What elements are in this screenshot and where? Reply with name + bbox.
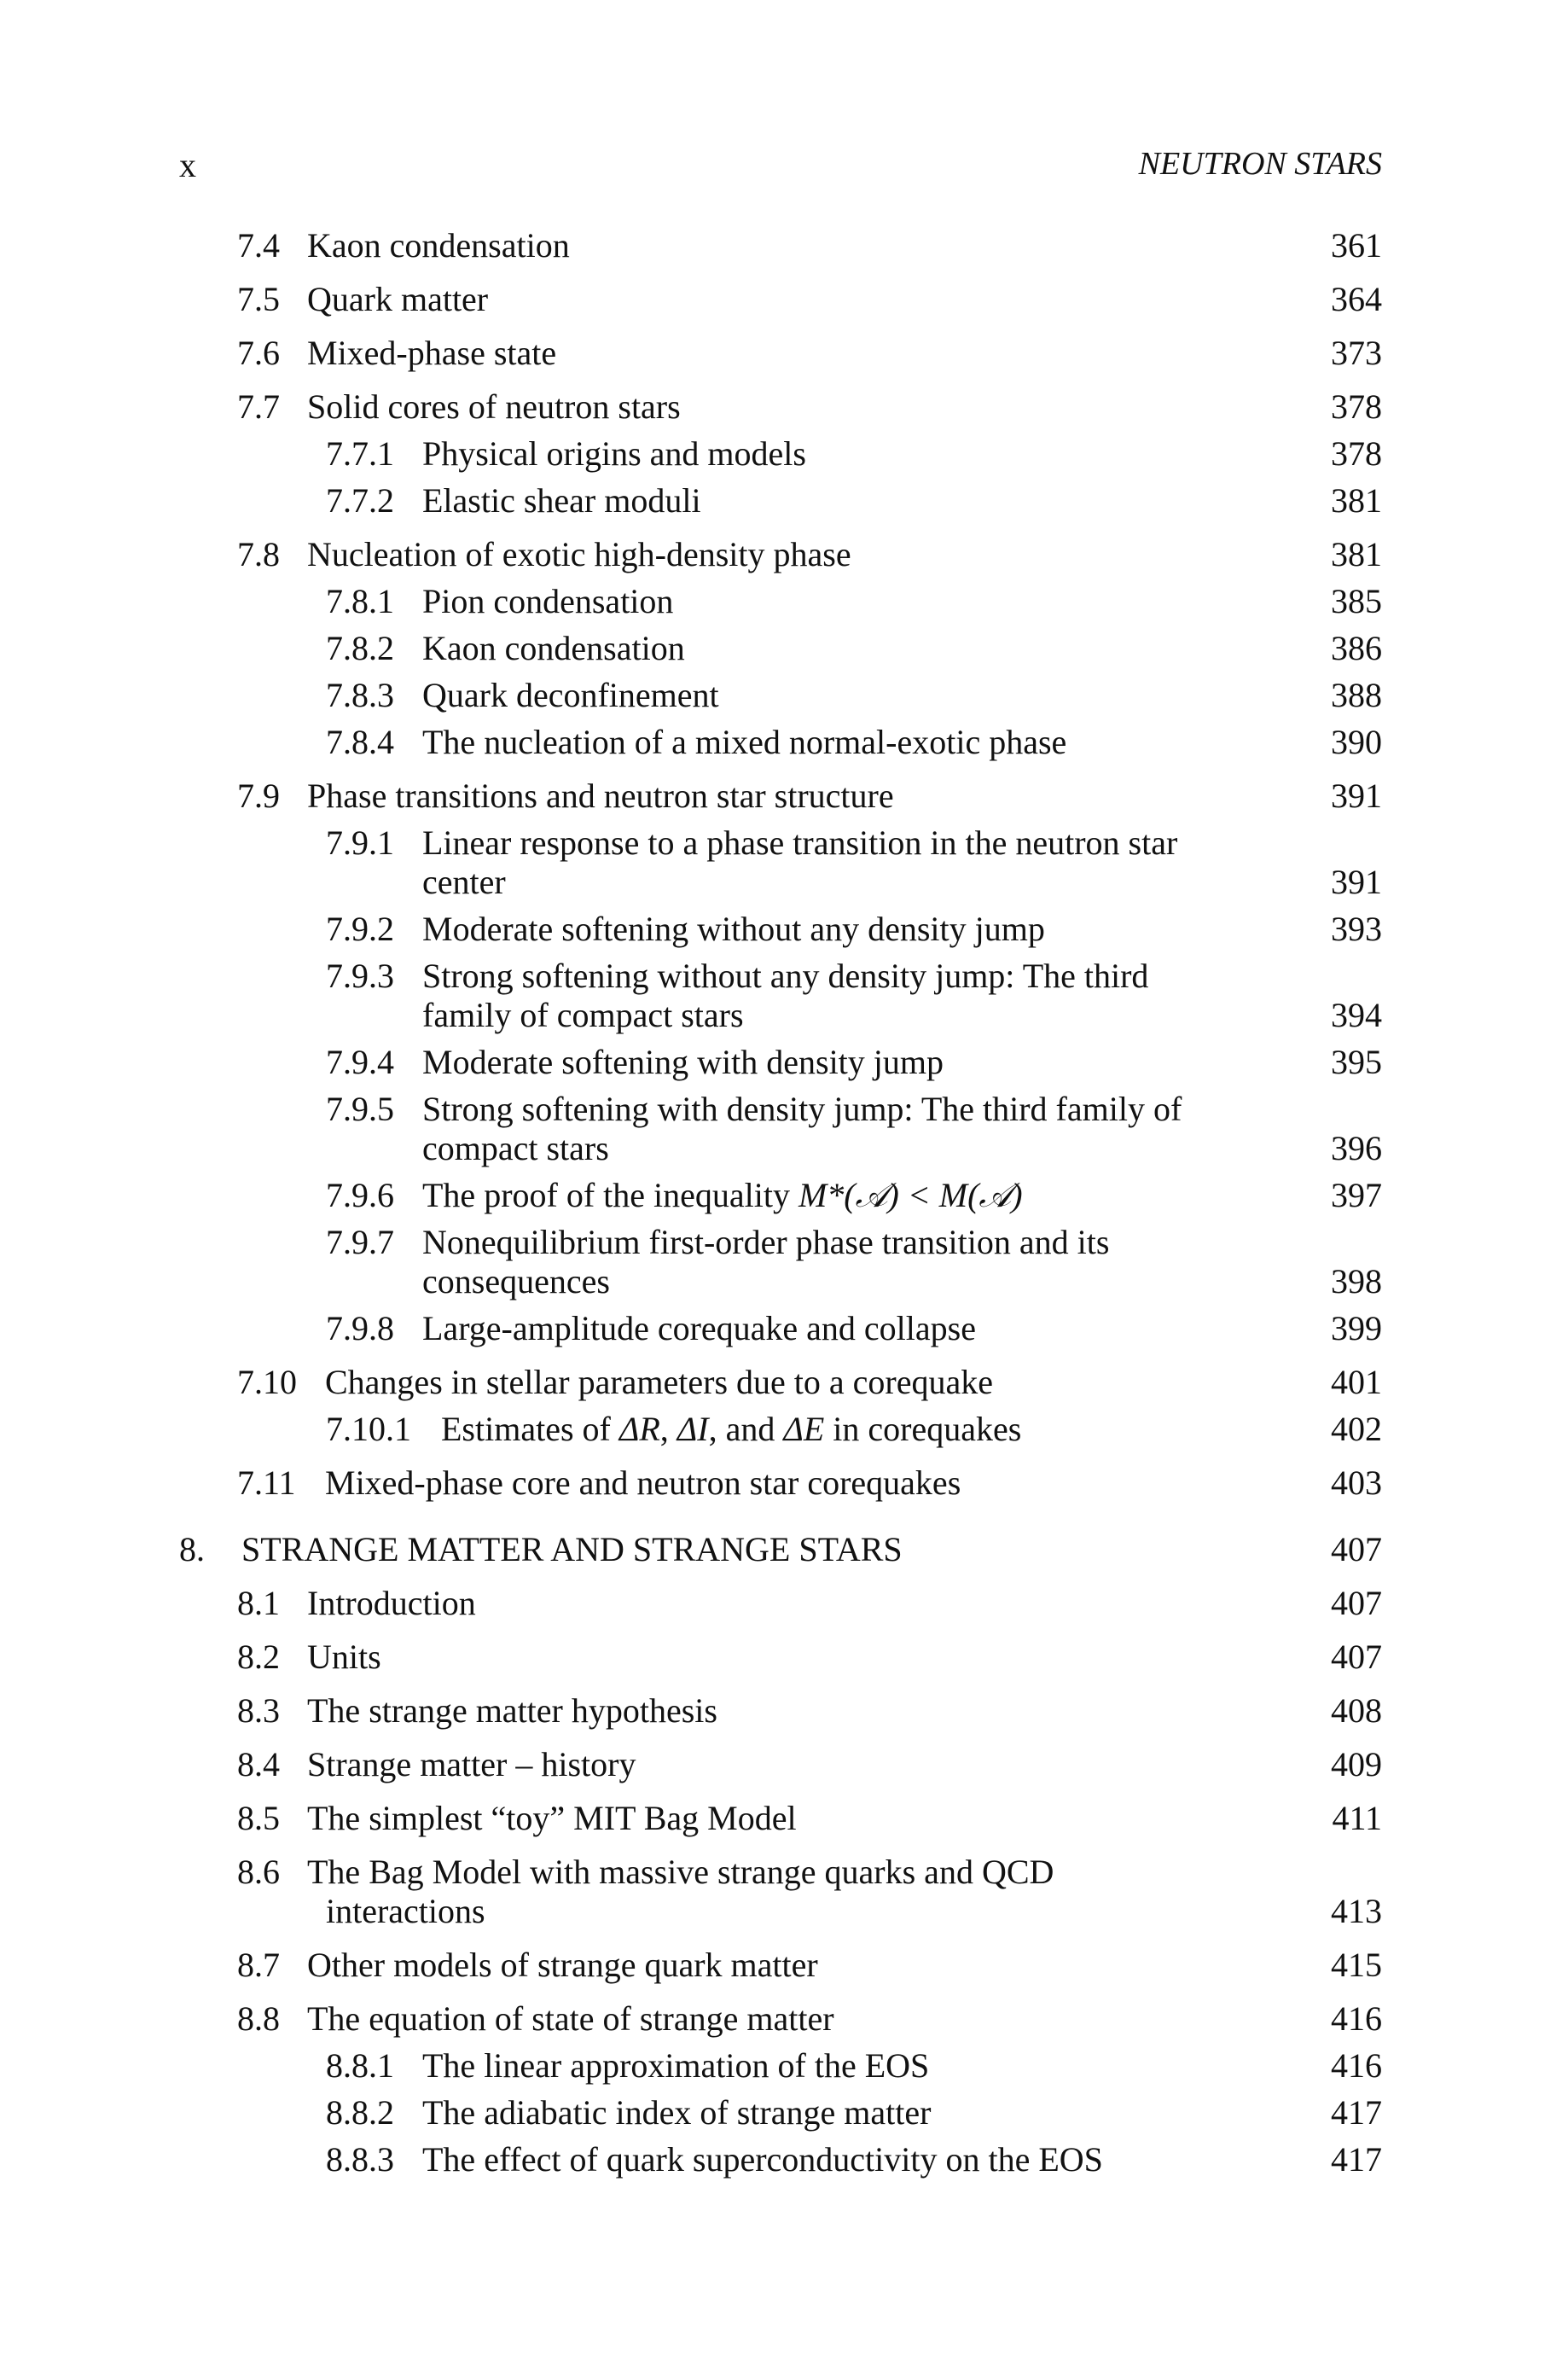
toc-title-separator: , and (708, 1410, 784, 1448)
toc-number: 7.10.1 (326, 1410, 411, 1448)
toc-title: Kaon condensation (307, 226, 570, 265)
toc-number: 7.8 (237, 535, 280, 573)
toc-title-text: in corequakes (824, 1410, 1022, 1448)
toc-title: Elastic shear moduli (422, 481, 701, 520)
toc-page: 408 (1331, 1691, 1382, 1730)
toc-title-line1: Linear response to a phase transition in the neutron star (422, 823, 1178, 862)
toc-chapter-title: STRANGE MATTER AND STRANGE STARS (241, 1530, 903, 1568)
toc-title: Introduction (307, 1584, 476, 1622)
toc-page: 386 (1331, 629, 1382, 667)
toc-number: 7.9.6 (326, 1176, 394, 1214)
toc-title: Changes in stellar parameters due to a corequake (325, 1363, 994, 1401)
toc-title: Phase transitions and neutron star structure (307, 777, 894, 815)
toc-title: The simplest “toy” MIT Bag Model (307, 1799, 797, 1837)
toc-number: 7.11 (237, 1463, 296, 1502)
toc-title-line1: Strong softening with density jump: The third family of (422, 1090, 1182, 1128)
toc-page: 391 (1331, 777, 1382, 815)
toc-title-text: The proof of the inequality (422, 1176, 790, 1214)
toc-title: The linear approximation of the EOS (422, 2046, 930, 2085)
toc-title: Strange matter – history (307, 1745, 636, 1783)
toc-number: 7.9.5 (326, 1090, 394, 1128)
toc-title: The nucleation of a mixed normal-exotic phase (422, 723, 1067, 761)
toc-number: 7.9 (237, 777, 280, 815)
toc-title-line1: The Bag Model with massive strange quarks and QCD (307, 1853, 1054, 1891)
toc-title-line1: Nonequilibrium first-order phase transition and its (422, 1223, 1110, 1261)
toc-number: 8. (179, 1530, 205, 1568)
toc-page: 361 (1331, 226, 1382, 265)
toc-page: 394 (1331, 996, 1382, 1034)
toc-title: Mixed-phase core and neutron star corequakes (325, 1463, 961, 1502)
toc-number: 8.6 (237, 1853, 280, 1891)
toc-title: Quark deconfinement (422, 676, 719, 714)
toc-title-line2: compact stars (422, 1129, 609, 1167)
toc-page: 395 (1331, 1043, 1382, 1081)
toc-page: 402 (1331, 1410, 1382, 1448)
toc-number: 8.2 (237, 1638, 280, 1676)
inequality-math: M*(𝒜) < M(𝒜) (798, 1176, 1023, 1214)
toc-title: The adiabatic index of strange matter (422, 2093, 932, 2132)
toc-title: Kaon condensation (422, 629, 685, 667)
toc-number: 7.10 (237, 1363, 297, 1401)
toc-title: Units (307, 1638, 381, 1676)
toc-title: Quark matter (307, 280, 489, 318)
toc-title-line1: Strong softening without any density jump: The third (422, 957, 1149, 995)
toc-page: 381 (1331, 481, 1382, 520)
toc-number: 7.9.1 (326, 823, 394, 862)
toc-page: 407 (1331, 1584, 1382, 1622)
toc-title: Moderate softening with density jump (422, 1043, 944, 1081)
page-number: x (179, 146, 196, 184)
toc-number: 8.8.3 (326, 2140, 394, 2179)
toc-title: The strange matter hypothesis (307, 1691, 717, 1730)
toc-page: 393 (1331, 910, 1382, 948)
toc-page: 403 (1331, 1463, 1382, 1502)
toc-number: 8.8.2 (326, 2093, 394, 2132)
toc-title: Pion condensation (422, 582, 674, 620)
toc-number: 8.5 (237, 1799, 280, 1837)
toc-title-text: Estimates of (441, 1410, 611, 1448)
toc-page: 413 (1331, 1892, 1382, 1930)
toc-page: 398 (1331, 1262, 1382, 1300)
toc-title: Other models of strange quark matter (307, 1946, 818, 1984)
toc-title: Large-amplitude corequake and collapse (422, 1309, 976, 1347)
toc-page: 407 (1331, 1638, 1382, 1676)
toc-title: Solid cores of neutron stars (307, 387, 681, 426)
toc-page: 378 (1331, 434, 1382, 473)
toc-number: 7.8.4 (326, 723, 394, 761)
running-title: NEUTRON STARS (1138, 146, 1382, 182)
toc-number: 7.7.2 (326, 481, 394, 520)
toc-number: 7.9.3 (326, 957, 394, 995)
toc-number: 7.9.8 (326, 1309, 394, 1347)
toc-page: 385 (1331, 582, 1382, 620)
toc-number: 7.8.2 (326, 629, 394, 667)
toc-page: 417 (1331, 2093, 1382, 2132)
toc-number: 7.8.1 (326, 582, 394, 620)
toc-page: 397 (1331, 1176, 1382, 1214)
toc-page: 409 (1331, 1745, 1382, 1783)
toc-number: 8.8.1 (326, 2046, 394, 2085)
toc-title: Mixed-phase state (307, 334, 557, 372)
toc-number: 7.9.2 (326, 910, 394, 948)
toc-number: 7.9.4 (326, 1043, 394, 1081)
toc-number: 8.7 (237, 1946, 280, 1984)
toc-title: Physical origins and models (422, 434, 806, 473)
toc-page: 415 (1331, 1946, 1382, 1984)
toc-title-separator: , (659, 1410, 677, 1448)
toc-page: 396 (1331, 1129, 1382, 1167)
toc-number: 7.4 (237, 226, 280, 265)
toc-page: 411 (1332, 1799, 1382, 1837)
delta-i-math: ΔI (677, 1410, 709, 1448)
toc-title-line2: consequences (422, 1262, 610, 1300)
toc-page: 378 (1331, 387, 1382, 426)
toc-title: Nucleation of exotic high-density phase (307, 535, 851, 573)
toc-title: Moderate softening without any density jump (422, 910, 1045, 948)
toc-number: 8.3 (237, 1691, 280, 1730)
toc-number: 7.7 (237, 387, 280, 426)
toc-number: 7.7.1 (326, 434, 394, 473)
toc-title-line2: family of compact stars (422, 996, 744, 1034)
toc-number: 7.8.3 (326, 676, 394, 714)
toc-page: 399 (1331, 1309, 1382, 1347)
delta-e-math: ΔE (783, 1410, 825, 1448)
toc-page: 417 (1331, 2140, 1382, 2179)
toc-title: The effect of quark superconductivity on the EOS (422, 2140, 1103, 2179)
toc-page: 390 (1331, 723, 1382, 761)
toc-number: 8.1 (237, 1584, 280, 1622)
toc-page: 407 (1331, 1530, 1382, 1568)
toc-title-line2: center (422, 863, 506, 901)
toc-number: 8.4 (237, 1745, 280, 1783)
toc-title: The equation of state of strange matter (307, 1999, 834, 2038)
toc-page: 416 (1331, 2046, 1382, 2085)
page-header (0, 145, 1568, 193)
toc-number: 7.6 (237, 334, 280, 372)
toc-number: 8.8 (237, 1999, 280, 2038)
toc-number: 7.5 (237, 280, 280, 318)
delta-r-math: ΔR (618, 1410, 660, 1448)
toc-page: 416 (1331, 1999, 1382, 2038)
toc-title-line2: interactions (326, 1892, 485, 1930)
toc-page: 373 (1331, 334, 1382, 372)
toc-page: 364 (1331, 280, 1382, 318)
toc-number: 7.9.7 (326, 1223, 394, 1261)
toc-page: 388 (1331, 676, 1382, 714)
toc-title (422, 1176, 1023, 1215)
toc-title (441, 1410, 1021, 1449)
toc-page: 391 (1331, 863, 1382, 901)
toc-page: 401 (1331, 1363, 1382, 1401)
toc-page: 381 (1331, 535, 1382, 573)
